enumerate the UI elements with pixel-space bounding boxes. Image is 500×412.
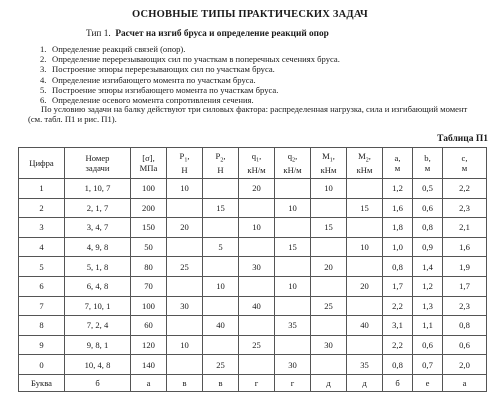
header-line2: кН/м bbox=[247, 165, 266, 176]
table-cell bbox=[239, 316, 275, 336]
footer-cell: а bbox=[443, 374, 487, 391]
table-cell: 60 bbox=[131, 316, 167, 336]
table-cell: 70 bbox=[131, 276, 167, 296]
header-line1: $P_2$, bbox=[215, 150, 226, 164]
table-cell: 1,7 bbox=[383, 276, 413, 296]
table-cell bbox=[203, 179, 239, 199]
step-number: 3. bbox=[40, 64, 47, 75]
footer-cell: в bbox=[167, 374, 203, 391]
header-line2: Н bbox=[217, 165, 224, 176]
table-cell: 0,8 bbox=[383, 355, 413, 375]
table-cell bbox=[311, 276, 347, 296]
table-cell bbox=[347, 179, 383, 199]
table-cell: 7, 10, 1 bbox=[65, 296, 131, 316]
table-cell: 10 bbox=[167, 335, 203, 355]
step-text: Определение изгибающего момента по участкам бруса. bbox=[52, 74, 256, 85]
header-line1: Номер bbox=[85, 153, 110, 163]
column-header bbox=[19, 148, 65, 179]
table-cell: 0,5 bbox=[413, 179, 443, 199]
table-row bbox=[19, 237, 487, 257]
table-cell bbox=[203, 257, 239, 277]
table-cell: 4 bbox=[19, 237, 65, 257]
footer-cell: в bbox=[203, 374, 239, 391]
table-cell: 1, 10, 7 bbox=[65, 179, 131, 199]
table-cell: 4, 9, 8 bbox=[65, 237, 131, 257]
table-body bbox=[19, 179, 487, 375]
table-cell: 100 bbox=[131, 179, 167, 199]
subtitle-prefix: Тип 1. bbox=[86, 29, 111, 39]
column-header bbox=[167, 148, 203, 179]
table-cell: 200 bbox=[131, 198, 167, 218]
table-cell bbox=[167, 198, 203, 218]
table-cell: 1,8 bbox=[383, 218, 413, 238]
table-cell: 2, 1, 7 bbox=[65, 198, 131, 218]
step-text: Определение реакций связей (опор). bbox=[52, 44, 186, 54]
table-cell: 9 bbox=[19, 335, 65, 355]
table-cell bbox=[239, 355, 275, 375]
header-line1: $q_1$, bbox=[251, 150, 262, 164]
table-cell: 8 bbox=[19, 316, 65, 336]
header-line1: a, bbox=[394, 153, 401, 163]
footer-cell: а bbox=[131, 374, 167, 391]
footer-cell: г bbox=[239, 374, 275, 391]
table-cell: 3 bbox=[19, 218, 65, 238]
subtitle-bold: Расчет на изгиб бруса и определение реакций опор bbox=[115, 29, 329, 39]
table-cell bbox=[167, 316, 203, 336]
section-subtitle bbox=[86, 29, 329, 39]
header-line2: МПа bbox=[139, 163, 158, 173]
table-cell: 0,8 bbox=[413, 218, 443, 238]
table-label: Таблица П1 bbox=[437, 134, 488, 144]
table-cell: 9, 8, 1 bbox=[65, 335, 131, 355]
table-cell bbox=[203, 296, 239, 316]
column-header bbox=[275, 148, 311, 179]
table-cell bbox=[347, 257, 383, 277]
table-cell: 40 bbox=[203, 316, 239, 336]
table-cell: 1,2 bbox=[383, 179, 413, 199]
step-item bbox=[40, 75, 340, 85]
column-header bbox=[131, 148, 167, 179]
table-cell: 10 bbox=[167, 179, 203, 199]
step-text: Определение осевого момента сопротивления сечения. bbox=[52, 95, 254, 106]
table-row bbox=[19, 296, 487, 316]
footer-cell: Буква bbox=[19, 374, 65, 391]
table-cell: 6, 4, 8 bbox=[65, 276, 131, 296]
table-cell bbox=[347, 218, 383, 238]
table-cell: 1,6 bbox=[443, 237, 487, 257]
step-text: Построение эпюры перерезывающих сил по участкам бруса. bbox=[52, 64, 275, 75]
header-line2: м bbox=[424, 163, 431, 173]
table-cell: 35 bbox=[347, 355, 383, 375]
table-cell: 25 bbox=[311, 296, 347, 316]
footer-cell: д bbox=[347, 374, 383, 391]
table-row bbox=[19, 276, 487, 296]
data-table bbox=[18, 147, 487, 392]
table-row bbox=[19, 198, 487, 218]
table-row bbox=[19, 179, 487, 199]
table-cell: 150 bbox=[131, 218, 167, 238]
step-item bbox=[40, 44, 340, 54]
table-cell: 1,3 bbox=[413, 296, 443, 316]
table-cell: 2,3 bbox=[443, 296, 487, 316]
table-cell bbox=[239, 198, 275, 218]
footer-cell: е bbox=[413, 374, 443, 391]
step-number: 6. bbox=[40, 95, 47, 106]
footer-cell: б bbox=[65, 374, 131, 391]
table-cell bbox=[239, 237, 275, 257]
table-cell: 1,1 bbox=[413, 316, 443, 336]
table-cell bbox=[167, 237, 203, 257]
table-cell: 10 bbox=[239, 218, 275, 238]
table-cell: 140 bbox=[131, 355, 167, 375]
table-cell bbox=[275, 296, 311, 316]
table-cell: 10, 4, 8 bbox=[65, 355, 131, 375]
table-cell: 0,8 bbox=[383, 257, 413, 277]
table-cell: 15 bbox=[275, 237, 311, 257]
problem-note: По условию задачи на балку действуют три силовых фактора: распределенная нагрузка, сила и изгибающий момент (см. табл. П1 и рис. П1). bbox=[28, 104, 468, 125]
table-cell: 40 bbox=[347, 316, 383, 336]
table-cell: 2 bbox=[19, 198, 65, 218]
table-cell: 35 bbox=[275, 316, 311, 336]
table-cell: 1,9 bbox=[443, 257, 487, 277]
table-cell bbox=[311, 355, 347, 375]
table-cell bbox=[275, 257, 311, 277]
column-header bbox=[443, 148, 487, 179]
table-cell: 25 bbox=[239, 335, 275, 355]
table-cell bbox=[275, 218, 311, 238]
table-cell: 20 bbox=[311, 257, 347, 277]
table-cell: 2,2 bbox=[383, 335, 413, 355]
table-cell: 120 bbox=[131, 335, 167, 355]
table-cell bbox=[167, 355, 203, 375]
table-cell: 7 bbox=[19, 296, 65, 316]
table-cell bbox=[347, 296, 383, 316]
header-line1: [σ], bbox=[142, 153, 155, 163]
table-cell: 6 bbox=[19, 276, 65, 296]
table-row bbox=[19, 218, 487, 238]
table-cell: 3, 4, 7 bbox=[65, 218, 131, 238]
table-cell: 15 bbox=[347, 198, 383, 218]
table-cell: 1,7 bbox=[443, 276, 487, 296]
table-cell: 0,8 bbox=[443, 316, 487, 336]
header-line1: c, bbox=[461, 153, 468, 163]
table-cell bbox=[275, 179, 311, 199]
table-row bbox=[19, 257, 487, 277]
step-number: 4. bbox=[40, 74, 47, 85]
table-cell: 30 bbox=[239, 257, 275, 277]
table-cell bbox=[275, 335, 311, 355]
table-cell: 1,4 bbox=[413, 257, 443, 277]
table-cell: 20 bbox=[167, 218, 203, 238]
header-line2: м bbox=[394, 163, 401, 173]
step-item bbox=[40, 54, 340, 64]
table-row bbox=[19, 335, 487, 355]
column-header bbox=[347, 148, 383, 179]
table-cell: 30 bbox=[167, 296, 203, 316]
table-cell bbox=[167, 276, 203, 296]
table-cell: 0,6 bbox=[413, 198, 443, 218]
table-cell: 1,2 bbox=[413, 276, 443, 296]
steps-list bbox=[40, 44, 340, 105]
header-line1: $q_2$, bbox=[287, 150, 298, 164]
table-cell bbox=[311, 237, 347, 257]
column-header bbox=[65, 148, 131, 179]
table-cell bbox=[239, 276, 275, 296]
table-cell: 2,0 bbox=[443, 355, 487, 375]
table-row bbox=[19, 316, 487, 336]
column-header bbox=[413, 148, 443, 179]
table-cell: 50 bbox=[131, 237, 167, 257]
table-cell: 20 bbox=[239, 179, 275, 199]
table-cell: 5, 1, 8 bbox=[65, 257, 131, 277]
table-cell: 10 bbox=[311, 179, 347, 199]
table-cell bbox=[203, 335, 239, 355]
step-text: Определение перерезывающих сил по участкам в поперечных сечениях бруса. bbox=[52, 54, 340, 65]
table-cell: 40 bbox=[239, 296, 275, 316]
table-cell: 10 bbox=[275, 276, 311, 296]
table-cell: 25 bbox=[203, 355, 239, 375]
header-line2: кНм bbox=[320, 165, 337, 176]
step-number: 2. bbox=[40, 54, 47, 65]
table-cell: 2,3 bbox=[443, 198, 487, 218]
table-cell: 15 bbox=[311, 218, 347, 238]
step-number: 5. bbox=[40, 84, 47, 95]
table-cell: 30 bbox=[311, 335, 347, 355]
table-cell: 25 bbox=[167, 257, 203, 277]
table-cell: 2,2 bbox=[383, 296, 413, 316]
table-cell: 5 bbox=[203, 237, 239, 257]
table-cell: 10 bbox=[347, 237, 383, 257]
header-line2: кНм bbox=[356, 165, 373, 176]
header-line1: $M_2$, bbox=[358, 150, 371, 164]
table-cell: 2,1 bbox=[443, 218, 487, 238]
table-cell: 1,6 bbox=[383, 198, 413, 218]
table-cell: 0,9 bbox=[413, 237, 443, 257]
table-cell: 1 bbox=[19, 179, 65, 199]
table-header-row bbox=[19, 148, 487, 179]
table-cell: 1,0 bbox=[383, 237, 413, 257]
page-title: ОСНОВНЫЕ ТИПЫ ПРАКТИЧЕСКИХ ЗАДАЧ bbox=[132, 9, 368, 20]
table-cell: 20 bbox=[347, 276, 383, 296]
table-cell bbox=[203, 218, 239, 238]
footer-cell: д bbox=[311, 374, 347, 391]
table-cell: 5 bbox=[19, 257, 65, 277]
table-cell: 100 bbox=[131, 296, 167, 316]
footer-cell: б bbox=[383, 374, 413, 391]
column-header bbox=[383, 148, 413, 179]
step-item bbox=[40, 64, 340, 74]
table-row bbox=[19, 355, 487, 375]
header-line2: м bbox=[461, 163, 468, 173]
header-line2: кН/м bbox=[283, 165, 302, 176]
header-line1: $P_1$, bbox=[179, 150, 190, 164]
table-cell: 7, 2, 4 bbox=[65, 316, 131, 336]
column-header bbox=[239, 148, 275, 179]
header-line2: Н bbox=[181, 165, 188, 176]
table-cell: 30 bbox=[275, 355, 311, 375]
table-footer-row bbox=[19, 374, 487, 391]
table-cell: 2,2 bbox=[443, 179, 487, 199]
header-line1: b, bbox=[424, 153, 431, 163]
table-cell: 0,6 bbox=[413, 335, 443, 355]
table-cell: 10 bbox=[275, 198, 311, 218]
column-header bbox=[311, 148, 347, 179]
table-cell bbox=[311, 198, 347, 218]
header-line1: Цифра bbox=[29, 158, 54, 168]
table-cell: 0,7 bbox=[413, 355, 443, 375]
table-cell: 0 bbox=[19, 355, 65, 375]
table-cell: 10 bbox=[203, 276, 239, 296]
table-cell: 0,6 bbox=[443, 335, 487, 355]
table-cell: 15 bbox=[203, 198, 239, 218]
header-line2: задачи bbox=[85, 163, 110, 173]
table-cell: 3,1 bbox=[383, 316, 413, 336]
footer-cell: г bbox=[275, 374, 311, 391]
step-number: 1. bbox=[40, 44, 47, 54]
table-cell bbox=[347, 335, 383, 355]
table-cell: 80 bbox=[131, 257, 167, 277]
step-text: Построение эпюры изгибающего момента по участкам бруса. bbox=[52, 84, 279, 95]
table-cell bbox=[311, 316, 347, 336]
header-line1: $M_1$, bbox=[322, 150, 335, 164]
step-item bbox=[40, 85, 340, 95]
column-header bbox=[203, 148, 239, 179]
